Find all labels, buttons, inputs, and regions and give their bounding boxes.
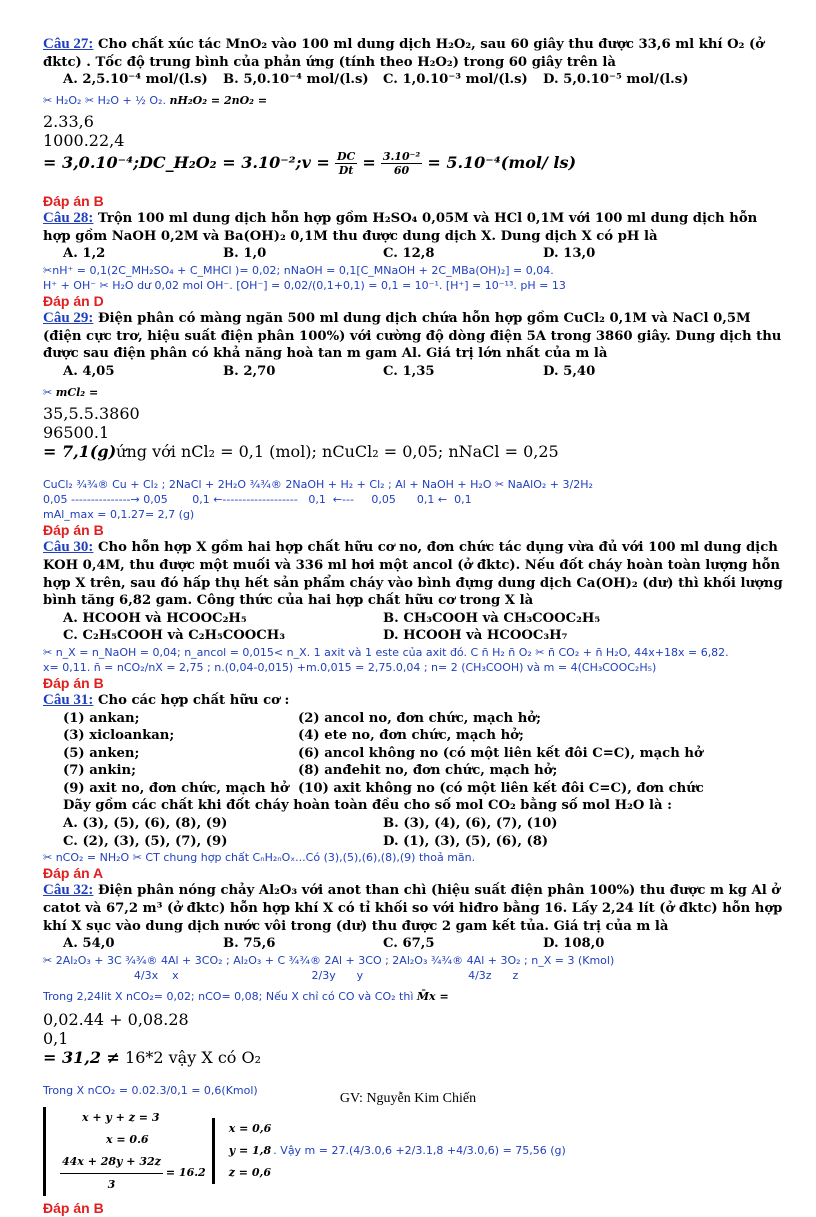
question-number: Câu 31:	[43, 692, 94, 709]
option-d: D. (1), (3), (5), (6), (8)	[383, 833, 549, 849]
question-31	[43, 692, 783, 710]
solution-line: ✂nH⁺ = 0,1(2C_MH₂SO₄ + C_MHCl )= 0,02; nNaOH = 0,1[C_MNaOH + 2C_MBa(OH)₂] = 0,04.	[43, 263, 554, 277]
solution-text: ✂ H₂O₂ ✂ H₂O + ½ O₂.	[43, 93, 166, 107]
option-a: A. HCOOH và HCOOC₂H₅	[63, 610, 247, 626]
question-text: Cho hỗn hợp X gồm hai hợp chất hữu cơ no, đơn chức tác dụng vừa đủ với 100 ml dung dịch KOH 0,4M, thu được một muối và 336 ml hơi một ancol (ở đktc). Nếu đốt cháy hoàn toàn lượng hỗn hợp X trên, sau đó hấp thụ hết sản phẩm cháy vào bình đựng dung dịch Ca(OH)₂ (dư) thì khối lượng bình tăng 6,82 gam. Công thức của hai hợp chất hữu cơ trong X là	[43, 540, 783, 609]
solution-equation: mCl₂ =	[55, 385, 99, 399]
solution-line	[43, 385, 783, 400]
option-c: C. 12,8	[383, 246, 435, 262]
solution-equation: = 3,0.10⁻⁴;DC_H₂O₂ = 3.10⁻²;v =	[43, 152, 330, 172]
question-number: Câu 27:	[43, 36, 94, 52]
solution-line: 4/3x x 2/3y y 4/3z z	[43, 968, 519, 982]
option-d: D. HCOOH và HCOOC₃H₇	[383, 628, 568, 644]
option-d: D. 5,40	[543, 363, 596, 379]
option-b: B. 1,0	[223, 246, 267, 262]
question-number: Câu 29:	[43, 310, 94, 327]
equation-system	[43, 1107, 783, 1196]
answer-key: Đáp án B	[43, 192, 104, 209]
option-a: A. 1,2	[63, 246, 106, 262]
list-item: (5) anken; (6) ancol không no (có một liên kết đôi C=C), mạch hở	[63, 745, 703, 761]
option-a: A. 2,5.10⁻⁴ mol/(l.s)	[63, 72, 208, 88]
answer-key: Đáp án A	[43, 865, 104, 882]
solution-equation: =	[362, 152, 376, 172]
question-prompt: Dãy gồm các chất khi đốt cháy hoàn toàn đều cho số mol CO₂ bằng số mol H₂O là :	[63, 798, 672, 814]
question-32	[43, 882, 783, 935]
answer-options	[43, 71, 783, 89]
list-item: (7) ankin; (8) anđehit no, đơn chức, mạch hở;	[63, 763, 558, 779]
answer-options	[43, 245, 783, 263]
answer-options	[43, 363, 783, 381]
option-a: A. 54,0	[63, 936, 115, 952]
answer-key: Đáp án D	[43, 293, 104, 310]
option-b: B. (3), (4), (6), (7), (10)	[383, 815, 558, 831]
question-29	[43, 310, 783, 363]
solution-line	[43, 93, 783, 108]
solution-equation: nH₂O₂ = 2nO₂ =	[169, 93, 268, 107]
option-d: D. 13,0	[543, 246, 596, 262]
fraction: $\frac{DC}{Dt}$	[336, 149, 356, 177]
solution-equation: M̄x =	[416, 990, 449, 1004]
solution-line: ✂ 2Al₂O₃ + 3C ¾¾® 4Al + 3CO₂ ; Al₂O₃ + C ¾¾® 2Al + 3CO ; 2Al₂O₃ ¾¾® 4Al + 3O₂ ; n_X = 3 (Kmol)	[43, 953, 615, 967]
solution-line: ✂ n_X = n_NaOH = 0,04; n_ancol = 0,015< n_X. 1 axit và 1 este của axit đó. C n̄ H₂ n̄ O₂ ✂ n̄ CO₂ + n̄ H₂O, 44x+18x = 6,82.	[43, 645, 729, 659]
question-number: Câu 28:	[43, 209, 94, 226]
solution-text: . Vậy m = 27.(4/3.0,6 +2/3.1,8 +4/3.0,6) = 75,56 (g)	[273, 1144, 566, 1158]
question-text: Trộn 100 ml dung dịch hỗn hợp gồm H₂SO₄ 0,05M và HCl 0,1M với 100 ml dung dịch hỗn hợp gồm NaOH 0,2M và Ba(OH)₂ 0,1M thu được dung dịch X. Dung dịch X có pH là	[43, 210, 758, 244]
answer-options	[43, 815, 783, 833]
question-number: Câu 32:	[43, 882, 94, 899]
question-text: Cho chất xúc tác MnO₂ vào 100 ml dung dịch H₂O₂, sau 60 giây thu được 33,6 ml khí O₂ (ở đktc) . Tốc độ trung bình của phản ứng (tính theo H₂O₂) trong 60 giây trên là	[43, 37, 764, 70]
answer-key: Đáp án B	[43, 522, 104, 539]
option-c: C. (2), (3), (5), (7), (9)	[63, 833, 228, 849]
option-c: C. 1,35	[383, 363, 435, 379]
answer-options	[43, 627, 783, 645]
solution-equation: = 31,2 ≠	[43, 1048, 120, 1068]
solution-equation: = 7,1(g)	[43, 441, 117, 461]
question-text: Điện phân có màng ngăn 500 ml dung dịch chứa hỗn hợp gồm CuCl₂ 0,1M và NaCl 0,5M (điện cực trơ, hiệu suất điện phân 100%) với cường độ dòng điện 5A trong 3860 giây. Dung dịch thu được sau điện phân có khả năng hoà tan m gam Al. Giá trị lớn nhất của m là	[43, 311, 782, 362]
answer-key: Đáp án B	[43, 1199, 104, 1216]
solution-line: H⁺ + OH⁻ ✂ H₂O dư 0,02 mol OH⁻. [OH⁻] = 0,02/(0,1+0,1) = 0,1 = 10⁻¹. [H⁺] = 10⁻¹³. pH = 13	[43, 278, 566, 292]
footer-author: GV: Nguyễn Kim Chiến	[339, 1091, 477, 1106]
solution-line: x= 0,11. n̄ = nCO₂/nX = 2,75 ; n.(0,04-0,015) +m.0,015 = 2,75.0,04 ; n= 2 (CH₃COOH) và m = 4(CH₃COOC₂H₅)	[43, 661, 657, 675]
solution-line: 0,05 ---------------→ 0,05 0,1 ←------------------- 0,1 ←--- 0,05 0,1 ← 0,1	[43, 492, 472, 506]
option-b: B. 2,70	[223, 363, 276, 379]
question-28	[43, 210, 783, 245]
system-left: x + y + z = 3 x = 0.6 $\frac{44x + 28y + 32z}{3}$ = 16.2	[43, 1107, 206, 1196]
solution-line: Trong X nCO₂ = 0.02.3/0,1 = 0,6(Kmol)	[43, 1084, 258, 1098]
system-right: x = 0,6 y = 1,8 z = 0,6	[212, 1118, 272, 1184]
option-d: D. 108,0	[543, 936, 605, 952]
solution-line	[43, 989, 783, 1004]
option-a: A. 4,05	[63, 363, 115, 379]
option-d: D. 5,0.10⁻⁵ mol/(l.s)	[543, 72, 689, 88]
list-item: (1) ankan; (2) ancol no, đơn chức, mạch hở;	[63, 710, 541, 726]
compound-list	[43, 710, 783, 815]
fraction: $\frac{\text{3.10⁻²}}{60}$	[382, 149, 421, 177]
option-b: B. 5,0.10⁻⁴ mol/(l.s)	[223, 72, 369, 88]
option-b: B. 75,6	[223, 936, 276, 952]
solution-equation: = 5.10⁻⁴(mol/ ls)	[427, 152, 577, 172]
answer-options	[43, 935, 783, 953]
solution-text: ứng với nCl₂ = 0,1 (mol); nCuCl₂ = 0,05; nNaCl = 0,25	[116, 441, 559, 461]
answer-key: Đáp án B	[43, 675, 104, 692]
option-a: A. (3), (5), (6), (8), (9)	[63, 815, 228, 831]
option-c: C. 1,0.10⁻³ mol/(l.s)	[383, 72, 528, 88]
solution-text: 16*2 vậy X có O₂	[125, 1048, 262, 1068]
answer-options	[43, 610, 783, 628]
list-item: (3) xicloankan; (4) ete no, đơn chức, mạch hở;	[63, 728, 524, 744]
question-text: Điện phân nóng chảy Al₂O₃ với anot than chì (hiệu suất điện phân 100%) thu được m kg Al ở catot và 67,2 m³ (ở đktc) hỗn hợp khí X có tỉ khối so với hiđro bằng 16. Lấy 2,24 lít (ở đktc) hỗn hợp khí X sục vào dung dịch nước vôi trong (dư) thu được 2 gam kết tủa. Giá trị của m là	[43, 883, 783, 934]
solution-text: Trong 2,24lit X nCO₂= 0,02; nCO= 0,08; Nếu X chỉ có CO và CO₂ thì	[43, 990, 414, 1004]
solution-line: ✂ nCO₂ = NH₂O ✂ CT chung hợp chất CₙH₂ₙOₓ...Có (3),(5),(6),(8),(9) thoả mãn.	[43, 851, 476, 865]
answer-options	[43, 833, 783, 851]
option-c: C. C₂H₅COOH và C₂H₅COOCH₃	[63, 628, 285, 644]
document-page: Câu 27: Cho chất xúc tác MnO₂ vào 100 ml dung dịch H₂O₂, sau 60 giây thu được 33,6 ml khí O₂ (ở đktc) . Tốc độ trung bình của phản ứng (tính theo H₂O₂) trong 60 giây trên là A. 2,5.10⁻⁴ mol/(l.s) B. 5,0.10⁻⁴ mol/(l.s) C. 1,0.10⁻³ mol/(l.s) D. 5,0.10⁻⁵ mol/(l.s) ✂ H₂O₂ ✂ H₂O + ½ O₂. nH₂O₂ = 2nO₂ = 2.33,6 1000.22,4 = 3,0.10⁻⁴;DC_H₂O₂ = 3.10⁻²;v = $\frac{DC}{Dt}$ = $\frac{\text{3.10⁻²}}{60}$ = 5.10⁻⁴(mol/ ls) Đáp án B Câu 28: Trộn 100 ml dung dịch hỗn hợp gồm H₂SO₄ 0,05M và HCl 0,1M với 100 ml dung dịch hỗn hợp gồm NaOH 0,2M và Ba(OH)₂ 0,1M thu được dung dịch X. Dung dịch X có pH là A. 1,2 B. 1,0 C. 12,8 D. 13,0 ✂nH⁺ = 0,1(2C_MH₂SO₄ + C_MHCl )= 0,02; nNaOH = 0,1[C_MNaOH + 2C_MBa(OH)₂] = 0,04. H⁺ + OH⁻ ✂ H₂O dư 0,02 mol OH⁻. [OH⁻] = 0,02/(0,1+0,1) = 0,1 = 10⁻¹. [H⁺] = 10⁻¹³. pH = 13 Đáp án D Câu 29: Điện phân có màng ngăn 500 ml dung dịch chứa hỗn hợp gồm CuCl₂ 0,1M và NaCl 0,5M (điện cực trơ, hiệu suất điện phân 100%) với cường độ dòng điện 5A trong 3860 giây. Dung dịch thu được sau điện phân có khả năng hoà tan m gam Al. Giá trị lớn nhất của m là A. 4,05 B. 2,70 C. 1,35 D. 5,40 ✂ mCl₂ = 35,5.5.3860 96500.1 = 7,1(g)ứng với nCl₂ = 0,1 (mol); nCuCl₂ = 0,05; nNaCl = 0,25 CuCl₂ ¾¾® Cu + Cl₂ ; 2NaCl + 2H₂O ¾¾® 2NaOH + H₂ + Cl₂ ; Al + NaOH + H₂O ✂ NaAlO₂ + 3/2H₂ 0,05 ---------------→ 0,05 0,1 ←------------------- 0,1 ←--- 0,05 0,1 ← 0,1 mAl_max = 0,1.27= 2,7 (g) Đáp án B Câu 30: Cho hỗn hợp X gồm hai hợp chất hữu cơ no, đơn chức tác dụng vừa đủ với 100 ml dung dịch KOH 0,4M, thu được một muối và 336 ml hơi một ancol (ở đktc). Nếu đốt cháy hoàn toàn lượng hỗn hợp X trên, sau đó hấp thụ hết sản phẩm cháy vào bình đựng dung dịch Ca(OH)₂ (dư) thì khối lượng bình tăng 6,82 gam. Công thức của hai hợp chất hữu cơ trong X là A. HCOOH và HCOOC₂H₅ B. CH₃COOH và CH₃COOC₂H₅ C. C₂H₅COOH và C₂H₅COOCH₃ D. HCOOH và HCOOC₃H₇ ✂ n_X = n_NaOH = 0,04; n_ancol = 0,015< n_X. 1 axit và 1 este của axit đó. C n̄ H₂ n̄ O₂ ✂ n̄ CO₂ + n̄ H₂O, 44x+18x = 6,82. x= 0,11. n̄ = nCO₂/nX = 2,75 ; n.(0,04-0,015) +m.0,015 = 2,75.0,04 ; n= 2 (CH₃COOH) và m = 4(CH₃COOC₂H₅) Đáp án B Câu 31: Cho các hợp chất hữu cơ : (1) ankan; (2) ancol no, đơn chức, mạch hở; (3) xicloankan; (4) ete no, đơn chức, mạch hở; (5) anken; (6) ancol không no (có một liên kết đôi C=C), mạch hở (7) ankin; (8) anđehit no, đơn chức, mạch hở; (9) axit no, đơn chức, mạch hở (10) axit không no (có một liên kết đôi C=C), đơn chức Dãy gồm các chất khi đốt cháy hoàn toàn đều cho số mol CO₂ bằng số mol H₂O là : A. (3), (5), (6), (8), (9) B. (3), (4), (6), (7), (10) C. (2), (3), (5), (7), (9) D. (1), (3), (5), (6), (8) ✂ nCO₂ = NH₂O ✂ CT chung hợp chất CₙH₂ₙOₓ...Có (3),(5),(6),(8),(9) thoả mãn. Đáp án A Câu 32: Điện phân nóng chảy Al₂O₃ với anot than chì (hiệu suất điện phân 100%) thu được m kg Al ở catot và 67,2 m³ (ở đktc) hỗn hợp khí X có tỉ khối so với hiđro bằng 16. Lấy 2,24 lít (ở đktc) hỗn hợp khí X sục vào dung dịch nước vôi trong (dư) thu được 2 gam kết tủa. Giá trị của m là A. 54,0 B. 75,6 C. 67,5 D. 108,0 ✂ 2Al₂O₃ + 3C ¾¾® 4Al + 3CO₂ ; Al₂O₃ + C ¾¾® 2Al + 3CO ; 2Al₂O₃ ¾¾® 4Al + 3O₂ ; n_X = 3 (Kmol) 4/3x x 2/3y y 4/3z z Trong 2,24lit X nCO₂= 0,02; nCO= 0,08; Nếu X chỉ có CO và CO₂ thì M̄x = 0,02.44 + 0,08.28 0,1 = 31,2 ≠ 16*2 vậy X có O₂ Trong X nCO₂ = 0.02.3/0,1 = 0,6(Kmol) x + y + z = 3 x = 0.6 $\frac{44x + 28y + 32z}{3}$ = 16.2 x = 0,6 y = 1,8 z = 0,6 . Vậy m = 27.(4/3.0,6 +2/3.1,8 +4/3.0,6) = 75,56 (g) Đáp án B	[43, 36, 783, 1216]
list-item: (9) axit no, đơn chức, mạch hở (10) axit không no (có một liên kết đôi C=C), đơn chức	[63, 780, 704, 796]
question-number: Câu 30:	[43, 539, 94, 556]
solution-line: CuCl₂ ¾¾® Cu + Cl₂ ; 2NaCl + 2H₂O ¾¾® 2NaOH + H₂ + Cl₂ ; Al + NaOH + H₂O ✂ NaAlO₂ + 3/2H₂	[43, 477, 593, 491]
question-27	[43, 36, 783, 71]
solution-line: mAl_max = 0,1.27= 2,7 (g)	[43, 508, 195, 522]
solution-text: ✂	[43, 385, 53, 399]
question-30	[43, 539, 783, 609]
question-text: Cho các hợp chất hữu cơ :	[98, 693, 290, 709]
option-b: B. CH₃COOH và CH₃COOC₂H₅	[383, 610, 601, 626]
option-c: C. 67,5	[383, 936, 435, 952]
